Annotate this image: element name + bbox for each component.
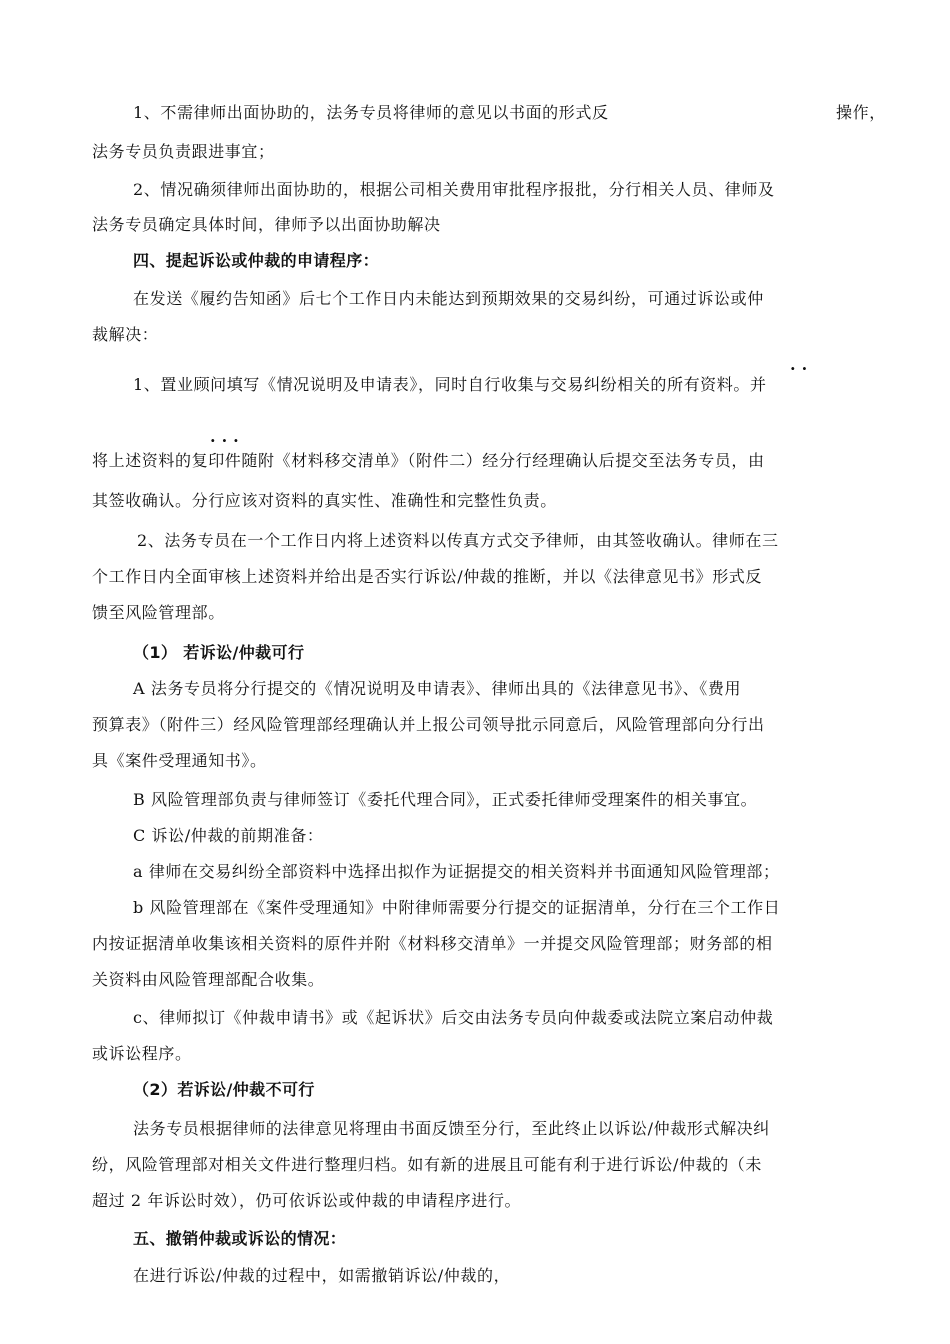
paragraph-line: 超过 2 年诉讼时效），仍可依诉讼或仲裁的申请程序进行。 [92, 1191, 522, 1210]
paragraph-line: C 诉讼/仲裁的前期准备： [133, 826, 324, 845]
paragraph-line: 法务专员确定具体时间，律师予以出面协助解决 [92, 215, 441, 234]
paragraph-line: 2、法务专员在一个工作日内将上述资料以传真方式交予律师，由其签收确认。律师在三 [137, 531, 779, 550]
section-heading: 五、撤销仲裁或诉讼的情况： [133, 1229, 347, 1248]
paragraph-line: 将上述资料的复印件随附《材料移交清单》（附件二）经分行经理确认后提交至法务专员，由 [92, 451, 765, 470]
subsection-heading: （1） 若诉讼/仲裁可行 [133, 643, 305, 662]
paragraph-line: 在进行诉讼/仲裁的过程中，如需撤销诉讼/仲裁的， [133, 1266, 511, 1285]
subsection-heading: （2）若诉讼/仲裁不可行 [133, 1080, 315, 1099]
paragraph-line: 法务专员根据律师的法律意见将理由书面反馈至分行，至此终止以诉讼/仲裁形式解决纠 [133, 1119, 770, 1138]
section-heading: 四、提起诉讼或仲裁的申请程序： [133, 251, 380, 270]
paragraph-line: 其签收确认。分行应该对资料的真实性、准确性和完整性负责。 [92, 491, 557, 510]
paragraph-line: 预算表》（附件三）经风险管理部经理确认并上报公司领导批示同意后，风险管理部向分行出 [92, 715, 765, 734]
paragraph-line: 法务专员负责跟进事宜； [92, 142, 275, 161]
paragraph-line: 内按证据清单收集该相关资料的原件并附《材料移交清单》一并提交风险管理部；财务部的相 [92, 934, 773, 953]
paragraph-line: 关资料由风险管理部配合收集。 [92, 970, 325, 989]
paragraph-line: c、律师拟订《仲裁申请书》或《起诉状》后交由法务专员向仲裁委或法院立案启动仲裁 [133, 1008, 774, 1027]
paragraph-line: 1、置业顾问填写《情况说明及申请表》，同时自行收集与交易纠纷相关的所有资料。并 [133, 375, 767, 394]
emphasis-dots: ··· [210, 431, 245, 450]
paragraph-line: a 律师在交易纠纷全部资料中选择出拟作为证据提交的相关资料并书面通知风险管理部； [133, 862, 780, 881]
paragraph-line: A 法务专员将分行提交的《情况说明及申请表》、律师出具的《法律意见书》、《费用 [133, 679, 742, 698]
paragraph-line: 个工作日内全面审核上述资料并给出是否实行诉讼/仲裁的推断，并以《法律意见书》形式反 [92, 567, 762, 586]
paragraph-line: 或诉讼程序。 [92, 1044, 192, 1063]
paragraph-line: 纷，风险管理部对相关文件进行整理归档。如有新的进展且可能有利于进行诉讼/仲裁的（未 [92, 1155, 762, 1174]
paragraph-line: 馈至风险管理部。 [92, 603, 225, 622]
paragraph-line: B 风险管理部负责与律师签订《委托代理合同》，正式委托律师受理案件的相关事宜。 [133, 790, 758, 809]
paragraph-line: 2、情况确须律师出面协助的，根据公司相关费用审批程序报批，分行相关人员、律师及 [133, 180, 775, 199]
paragraph-line: b 风险管理部在《案件受理通知》中附律师需要分行提交的证据清单，分行在三个工作日 [133, 898, 781, 917]
paragraph-line: 具《案件受理通知书》。 [92, 751, 267, 770]
paragraph-line: 1、不需律师出面协助的，法务专员将律师的意见以书面的形式反 [133, 103, 609, 122]
paragraph-line: 在发送《履约告知函》后七个工作日内未能达到预期效果的交易纠纷，可通过诉讼或仲 [133, 289, 764, 308]
emphasis-dots: ·· [790, 359, 814, 378]
paragraph-line: 裁解决： [92, 325, 159, 344]
paragraph-line: 操作， [836, 103, 886, 122]
